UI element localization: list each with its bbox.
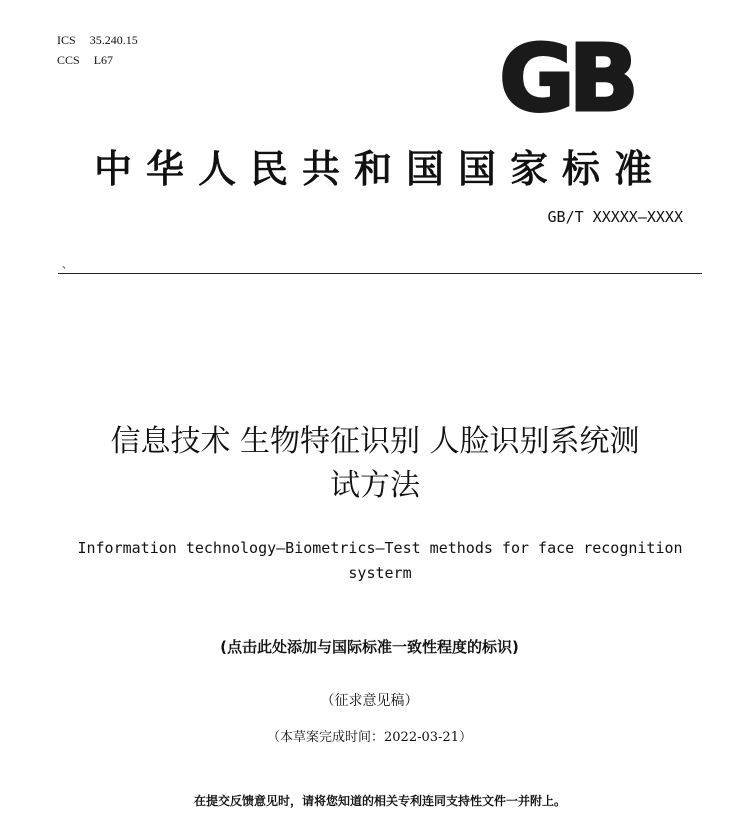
- gb-logo: [488, 34, 644, 120]
- draft-date: （本草案完成时间：2022-03-21）: [267, 730, 472, 745]
- tick-mark: 、: [62, 260, 72, 271]
- consistency-note: (点击此处添加与国际标准一致性程度的标识): [220, 638, 519, 656]
- title-en-line-2: systerm: [348, 564, 412, 582]
- ics-code: [57, 30, 138, 50]
- title-cn-line-1: 信息技术 生物特征识别 人脸识别系统测: [110, 424, 640, 459]
- gb-logo-text: GB: [499, 34, 633, 120]
- ics-label: ICS: [57, 33, 76, 47]
- ccs-value: L67: [93, 53, 114, 67]
- ccs-code: [57, 50, 138, 70]
- ics-value: 35.240.15: [89, 33, 138, 47]
- classification-codes: [57, 30, 138, 70]
- ccs-label: CCS: [57, 53, 80, 67]
- draft-label: （征求意见稿）: [320, 693, 419, 709]
- standard-number: GB/T XXXXX—XXXX: [547, 208, 683, 226]
- title-cn-line-2: 试方法: [330, 468, 420, 503]
- standard-title-chinese: [45, 420, 705, 508]
- document-main-title: 中华人民共和国国家标准: [93, 146, 666, 191]
- standard-title-english: [50, 536, 710, 586]
- header-divider: [58, 273, 702, 274]
- title-en-line-1: Information technology—Biometrics—Test methods for face recognition: [77, 539, 683, 557]
- footer-notice: 在提交反馈意见时，请将您知道的相关专利连同支持性文件一并附上。: [193, 794, 566, 808]
